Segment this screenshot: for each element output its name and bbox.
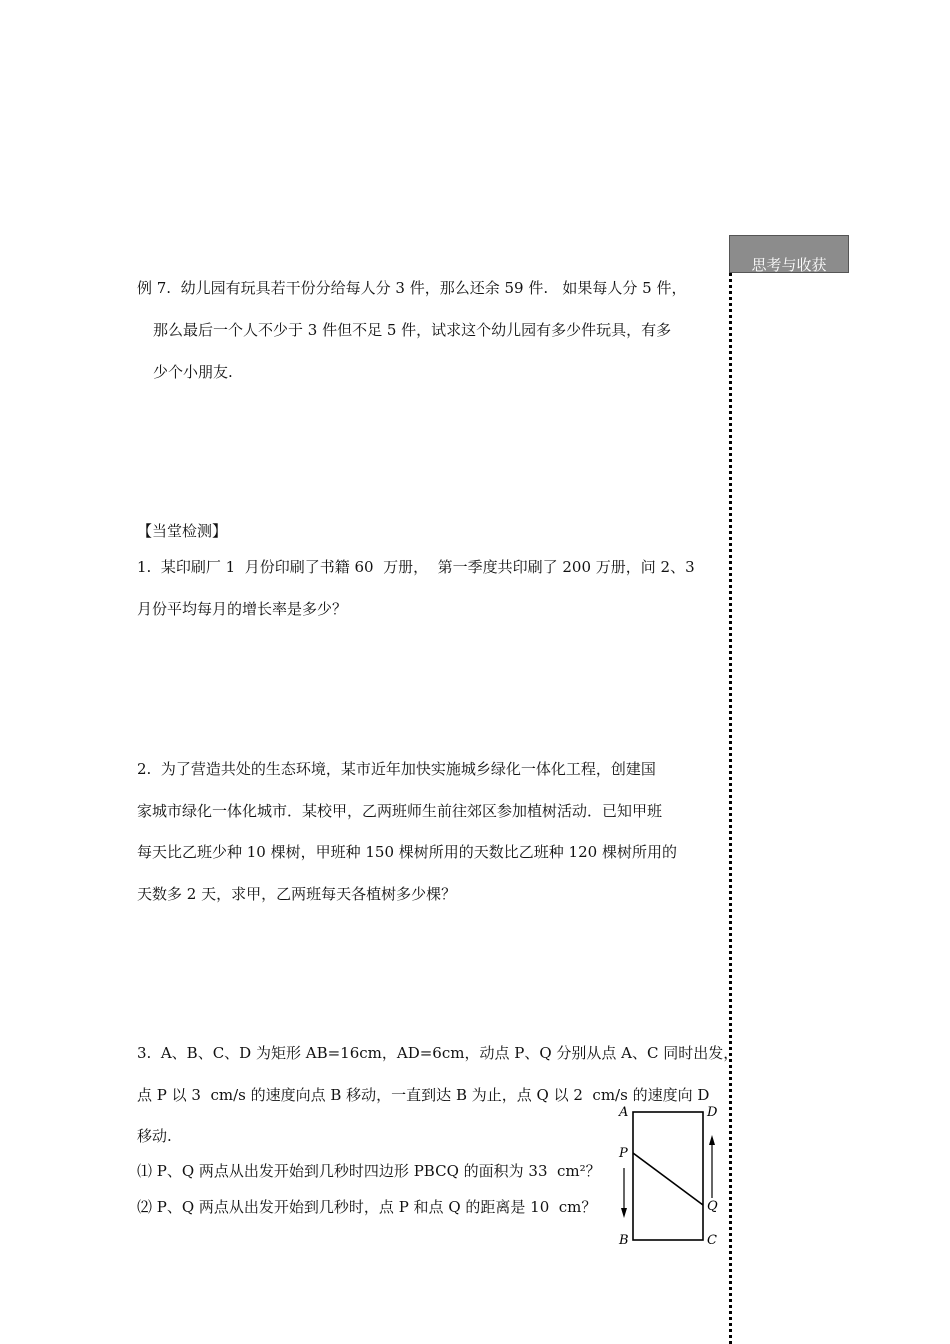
q2-line-4: 天数多 2 天，求甲，乙两班每天各植树多少棵？ [137,885,457,903]
example7-line-2: 那么最后一个人不少于 3 件但不足 5 件，试求这个幼儿园有多少件玩具，有多 [153,321,672,339]
example7-line-1: 例 7. 幼儿园有玩具若干份分给每人分 3 件，那么还余 59 件. 如果每人分 5 件， [137,279,687,297]
label-d: D [707,1105,718,1120]
arrow-up-icon [709,1135,715,1145]
label-q: Q [707,1199,718,1214]
q3-sub-2: ⑵ P、Q 两点从出发开始到几秒时，点 P 和点 Q 的距离是 10 cm？ [137,1198,597,1216]
section-title: 【当堂检测】 [137,522,228,540]
arrow-down-icon [621,1208,627,1218]
label-p: P [619,1146,628,1161]
rectangle-figure [612,1102,732,1252]
rectangle-abcd [633,1112,703,1240]
q2-line-2: 家城市绿化一体化城市．某校甲，乙两班师生前往郊区参加植树活动．已知甲班 [137,802,663,820]
q2-line-3: 每天比乙班少种 10 棵树，甲班种 150 棵树所用的天数比乙班种 120 棵树所用的 [137,843,677,861]
q3-line-1: 3. A、B、C、D 为矩形 AB=16cm，AD=6cm，动点 P、Q 分别从点 A、C 同时出发， [137,1044,739,1062]
sidebar-title: 思考与收获 [751,256,827,273]
q1-line-1: 1. 某印刷厂 1 月份印刷了书籍 60 万册， 第一季度共印刷了 200 万册，问 2、3 [137,558,695,576]
segment-pq [633,1153,703,1205]
q2-line-1: 2. 为了营造共处的生态环境，某市近年加快实施城乡绿化一体化工程，创建国 [137,760,656,778]
q3-line-3: 移动. [137,1127,172,1145]
q3-line-2: 点 P 以 3 cm/s 的速度向点 B 移动，一直到达 B 为止，点 Q 以 2 cm/s 的速度向 D [137,1086,710,1104]
label-a: A [619,1105,629,1120]
label-c: C [707,1233,717,1248]
q3-sub-1: ⑴ P、Q 两点从出发开始到几秒时四边形 PBCQ 的面积为 33 cm²？ [137,1162,601,1180]
sidebar-title-box [729,235,849,273]
label-b: B [619,1233,629,1248]
q1-line-2: 月份平均每月的增长率是多少？ [137,600,348,618]
example7-line-3: 少个小朋友. [153,363,233,381]
